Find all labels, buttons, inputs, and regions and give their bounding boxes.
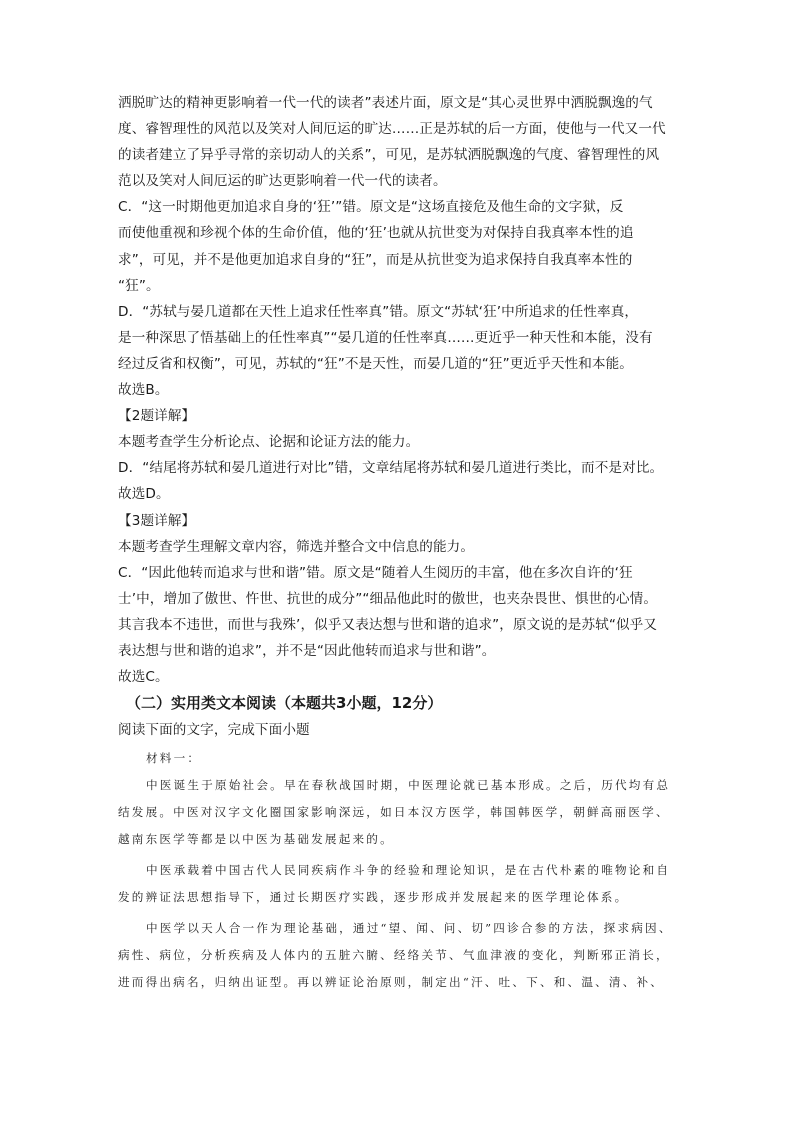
text-line: 是一种深思了悟基础上的任性率真”“晏几道的任性率真……更近乎一种天性和本能，没有	[118, 329, 653, 346]
section-instruction: 阅读下面的文字，完成下面小题	[118, 722, 310, 739]
text-line: 范以及笑对人间厄运的旷达更影响着一代一代的读者。	[118, 173, 447, 190]
text-line: 其言我本不违世，而世与我殊’，似乎又表达想与世和谐的追求”，原文说的是苏轼“似乎又	[118, 616, 658, 633]
material-one	[118, 745, 678, 996]
material-line: 病性、病位，分析疾病及人体内的五脏六腑、经络关节、气血津液的变化，判断邪正消长，	[118, 948, 670, 963]
question-2-heading: 【2题详解】	[118, 408, 196, 425]
text-line: 求”，可见，并不是他更加追求自身的“狂”，而是从抗世变为追求保持自我真率本性的	[118, 251, 633, 268]
text-line: 士’中，增加了傲世、忤世、抗世的成分”“细品他此时的傲世，也夹杂畏世、惧世的心情。	[118, 590, 658, 607]
text-line: 度、睿智理性的风范以及笑对人间厄运的旷达……正是苏轼的后一方面，使他与一代又一代	[118, 121, 666, 138]
page-content	[118, 90, 678, 996]
text-line: 洒脱旷达的精神更影响着一代一代的读者”表述片面，原文是“其心灵世界中洒脱飘逸的气	[118, 95, 653, 111]
text-line: “狂”。	[118, 277, 160, 294]
text-line: 本题考查学生分析论点、论据和论证方法的能力。	[118, 434, 420, 451]
material-line: 中医诞生于原始社会。早在春秋战国时期，中医理论就已基本形成。之后，历代均有总	[146, 778, 671, 793]
text-line: 表达想与世和谐的追求”，并不是“因此他转而追求与世和谐”。	[118, 642, 496, 659]
question-3-heading: 【3题详解】	[118, 512, 196, 529]
material-paragraph	[118, 772, 678, 853]
material-line: 中医学以天人合一作为理论基础，通过“望、闻、问、切”四诊合参的方法，探求病因、	[146, 921, 673, 936]
option-d-line: D．“苏轼与晏几道都在天性上追求任性率真”错。原文“苏轼‘狂’中所追求的任性率真，	[118, 303, 639, 320]
text-line: 的读者建立了异乎寻常的亲切动人的关系”，可见，是苏轼洒脱飘逸的气度、睿智理性的风	[118, 147, 660, 164]
text-line: 而使他重视和珍视个体的生命价值，他的‘狂’也就从抗世变为对保持自我真率本性的追	[118, 225, 634, 242]
material-line: 进而得出病名，归纳出证型。再以辨证论治原则，制定出“汗、吐、下、和、温、清、补、	[118, 975, 665, 990]
option-c-line: C．“这一时期他更加追求自身的‘狂’”错。原文是“这场直接危及他生命的文字狱，反	[118, 199, 624, 216]
answer-choice: 故选D。	[118, 486, 170, 503]
text-line: 本题考查学生理解文章内容，筛选并整合文中信息的能力。	[118, 538, 475, 555]
answer-choice: 故选B。	[118, 382, 169, 399]
text-line: 经过反省和权衡”，可见，苏轼的“狂”不是天性，而晏几道的“狂”更近乎天性和本能。	[118, 355, 633, 372]
option-c-line: C．“因此他转而追求与世和谐”错。原文是“随着人生阅历的丰富，他在多次自许的‘狂	[118, 564, 633, 581]
answer-choice: 故选C。	[118, 669, 169, 686]
material-line: 发的辨证法思想指导下，通过长期医疗实践，逐步形成并发展起来的医学理论体系。	[118, 890, 629, 905]
material-paragraph	[118, 915, 678, 996]
section-title: （二）实用类文本阅读（本题共3小题，12分）	[126, 694, 443, 713]
answer-explanation-block	[118, 90, 678, 690]
material-line: 中医承载着中国古代人民同疾病作斗争的经验和理论知识，是在古代朴素的唯物论和自	[146, 863, 671, 878]
material-line: 结发展。中医对汉字文化圈国家影响深远，如日本汉方医学，韩国韩医学，朝鲜高丽医学、	[118, 805, 670, 820]
material-line: 越南东医学等都是以中医为基础发展起来的。	[118, 832, 394, 847]
material-paragraph	[118, 857, 678, 911]
option-d-line: D．“结尾将苏轼和晏几道进行对比”错，文章结尾将苏轼和晏几道进行类比，而不是对比。	[118, 460, 664, 477]
material-label: 材料一：	[146, 751, 202, 766]
